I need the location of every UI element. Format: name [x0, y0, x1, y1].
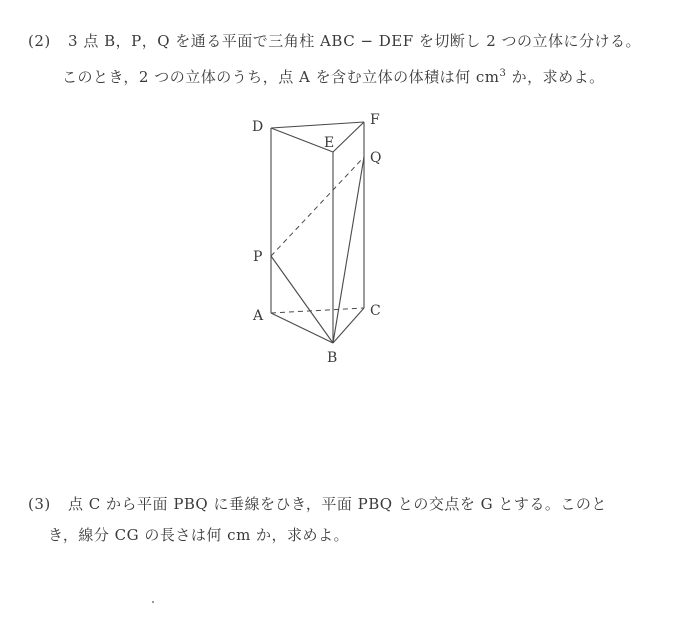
edge-EF	[333, 122, 364, 152]
edge-DF	[271, 122, 364, 128]
label-C: C	[370, 303, 381, 319]
problem-2-superscript: 3	[499, 68, 507, 79]
label-E: E	[324, 135, 335, 151]
label-D: D	[252, 119, 264, 135]
label-B: B	[327, 350, 338, 366]
edge-AC-hidden	[271, 308, 364, 313]
problem-2-text-2a: このとき，2 つの立体のうち，点 A を含む立体の体積は何 cm	[62, 68, 500, 86]
edge-PB	[271, 256, 333, 343]
label-F: F	[370, 112, 380, 128]
edge-BQ	[333, 157, 364, 343]
problem-3-line-2	[48, 525, 349, 545]
label-P: P	[253, 249, 263, 265]
problem-3-line-1	[28, 494, 607, 514]
scan-speck	[152, 601, 154, 603]
label-Q: Q	[370, 150, 382, 166]
problem-2-text-1: 3 点 B，P，Q を通る平面で三角柱 ABC − DEF を切断し 2 つの立体に分ける。	[68, 32, 642, 50]
label-A: A	[253, 308, 264, 324]
problem-3-text-2: き，線分 CG の長さは何 cm か，求めよ。	[48, 526, 350, 544]
problem-2-text-2b: か，求めよ。	[506, 68, 605, 86]
problem-2-number: (2)	[28, 32, 51, 50]
problem-3-number: (3)	[28, 495, 51, 513]
edge-AB	[271, 313, 333, 343]
problem-3-text-1: 点 C から平面 PBQ に垂線をひき，平面 PBQ との交点を G とする。このと	[68, 495, 607, 513]
